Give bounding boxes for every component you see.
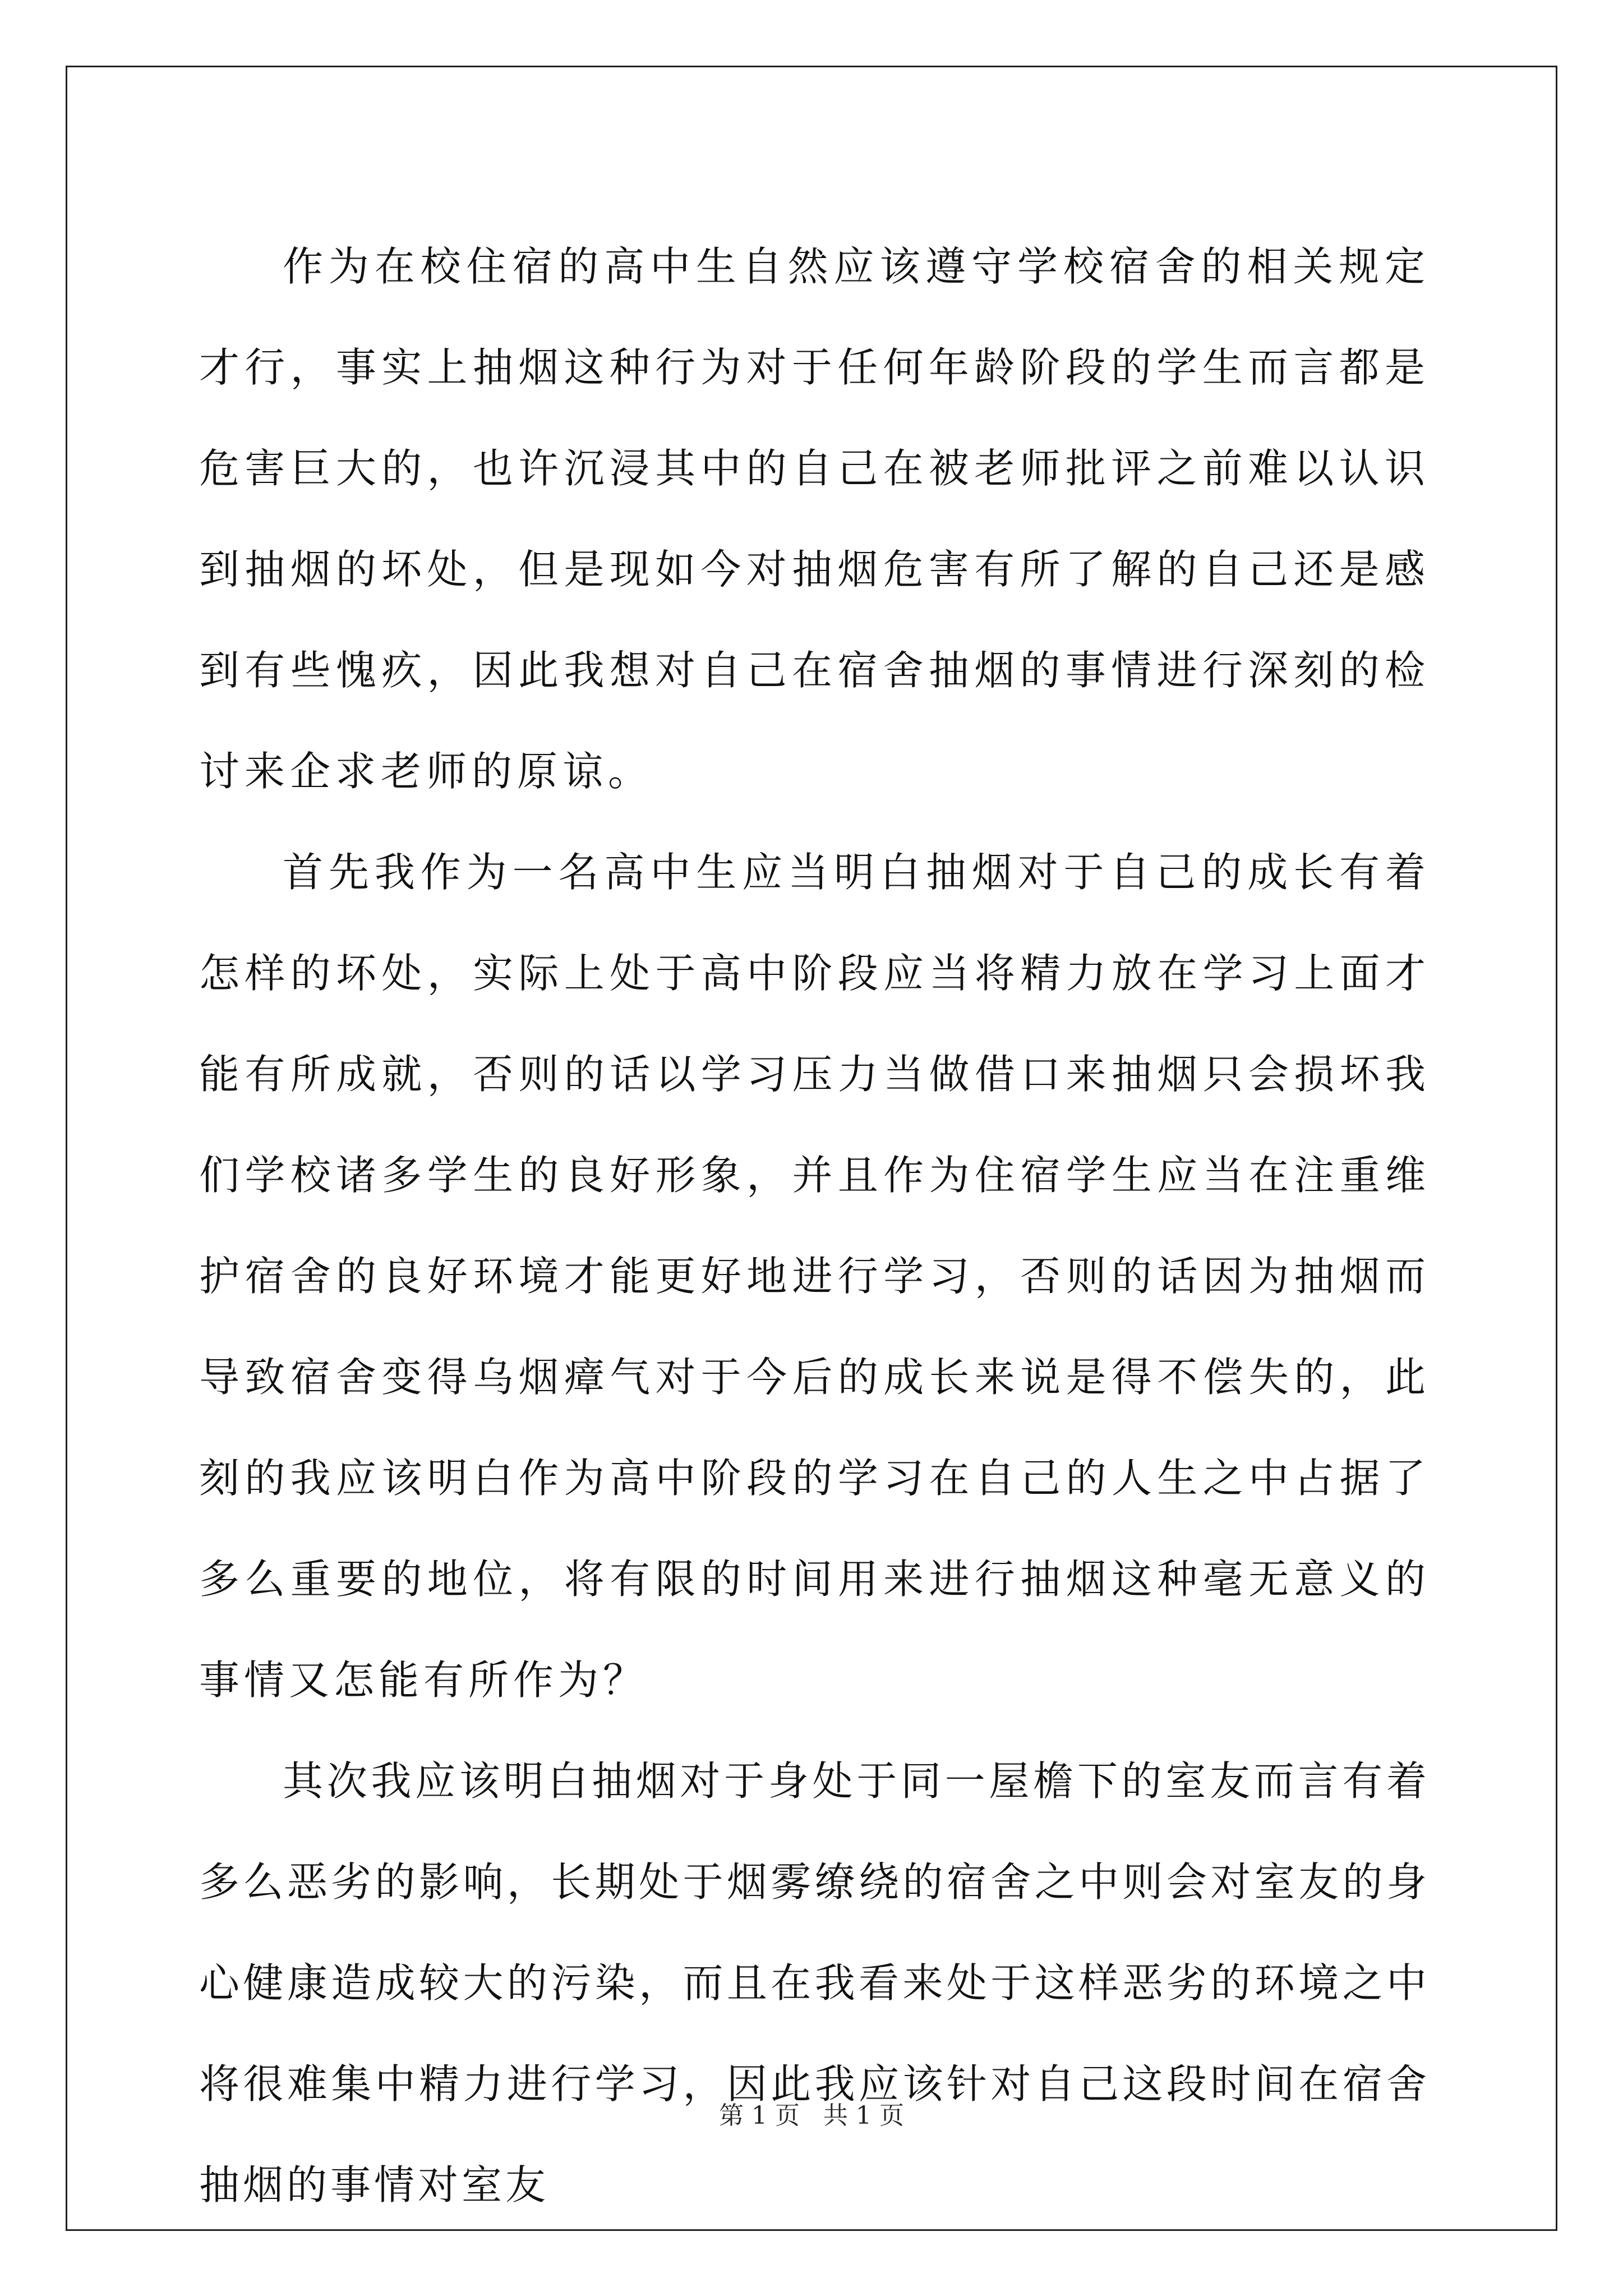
- paragraph-1: 作为在校住宿的高中生自然应该遵守学校宿舍的相关规定才行，事实上抽烟这种行为对于任何年龄阶段的学生而言都是危害巨大的，也许沉浸其中的自己在被老师批评之前难以认识到抽烟的坏处，但是现如今对抽烟危害有所了解的自己还是感到有些愧疚，因此我想对自己在宿舍抽烟的事情进行深刻的检讨来企求老师的原谅。: [199, 243, 1430, 795]
- document-body: [199, 216, 1430, 2235]
- page-number: 第 1 页: [719, 2101, 800, 2130]
- page-total: 共 1 页: [823, 2101, 904, 2130]
- paragraph-3: 其次我应该明白抽烟对于身处于同一屋檐下的室友而言有着多么恶劣的影响，长期处于烟雾缭绕的宿舍之中则会对室友的身心健康造成较大的污染，而且在我看来处于这样恶劣的环境之中将很难集中精力进行学习，因此我应该针对自己这段时间在宿舍抽烟的事情对室友: [199, 1757, 1430, 2208]
- page-footer: [0, 2095, 1623, 2131]
- paragraph-2: 首先我作为一名高中生应当明白抽烟对于自己的成长有着怎样的坏处，实际上处于高中阶段应当将精力放在学习上面才能有所成就，否则的话以学习压力当做借口来抽烟只会损坏我们学校诸多学生的良好形象，并且作为住宿学生应当在注重维护宿舍的良好环境才能更好地进行学习，否则的话因为抽烟而导致宿舍变得乌烟瘴气对于今后的成长来说是得不偿失的，此刻的我应该明白作为高中阶段的学习在自己的人生之中占据了多么重要的地位，将有限的时间用来进行抽烟这种毫无意义的事情又怎能有所作为？: [199, 849, 1430, 1704]
